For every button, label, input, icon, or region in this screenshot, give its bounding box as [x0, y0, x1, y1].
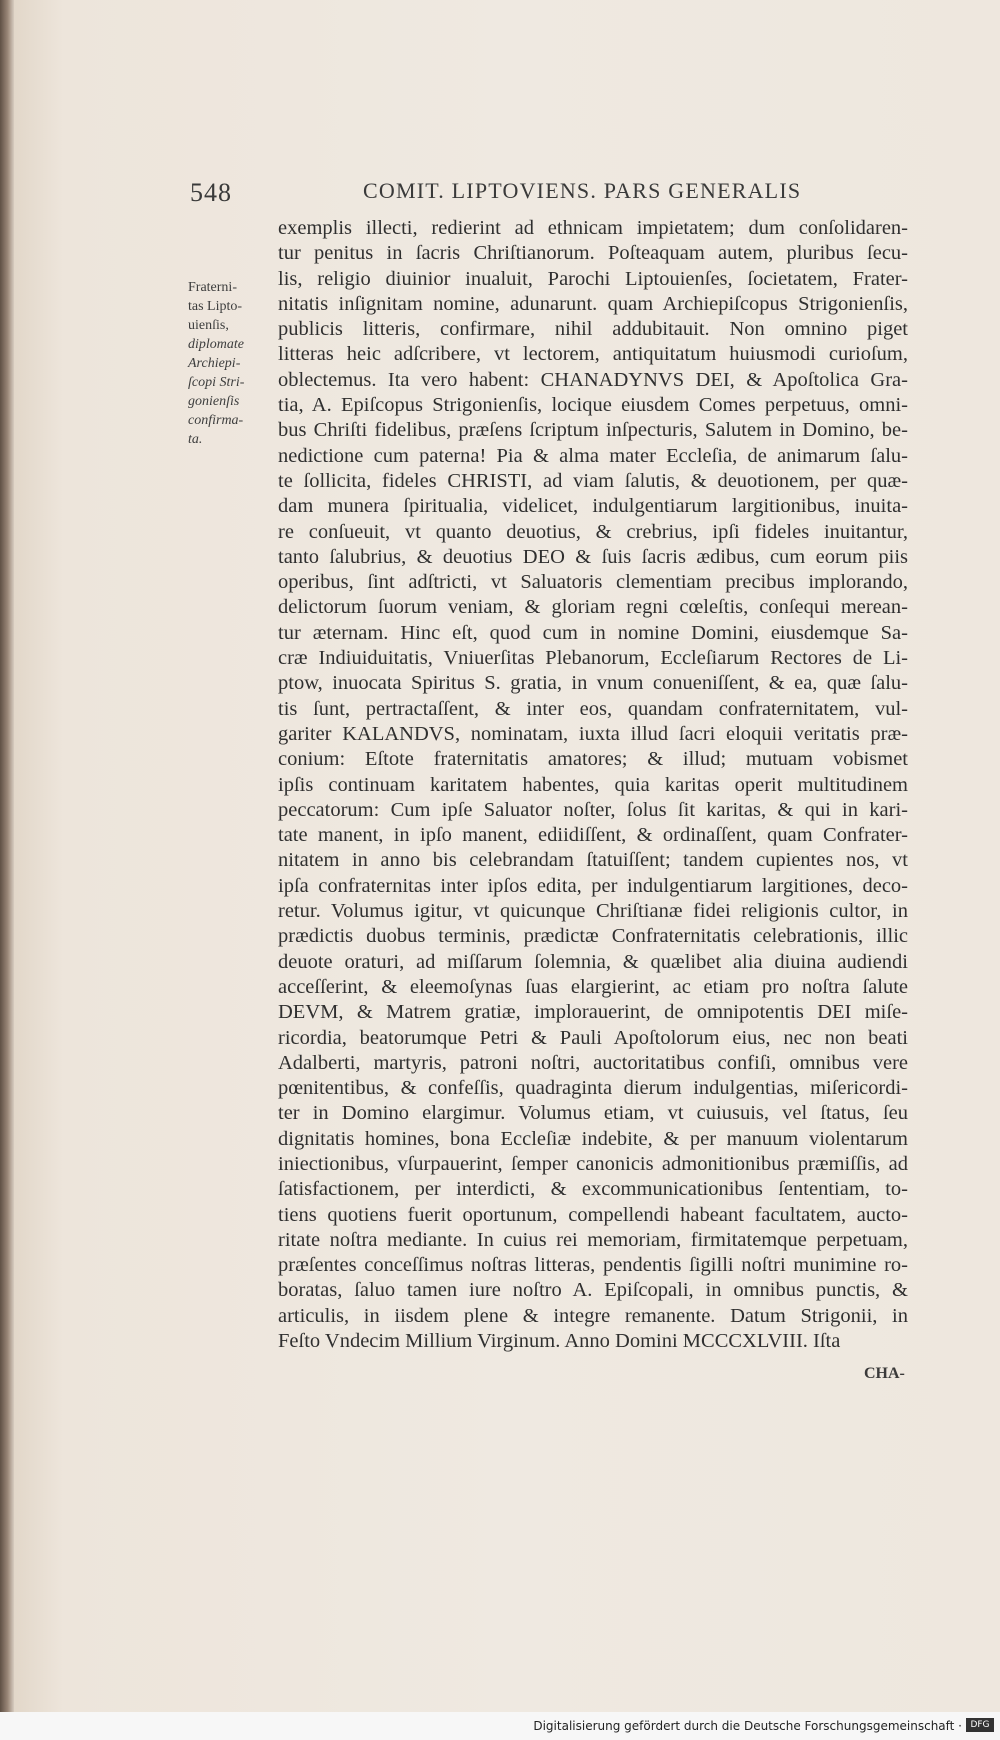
text-line: iniectionibus, vſurpauerint, ſemper canonicis admonitionibus præmiſſis, ad: [278, 1152, 908, 1175]
dfg-logo-icon: DFG: [966, 1718, 994, 1732]
text-line: litteras heic adſcribere, vt lectorem, antiquitatum huiusmodi curioſum,: [278, 343, 908, 366]
marginal-note-line: uienſis,: [188, 318, 229, 333]
book-page: [14, 0, 1000, 1712]
marginal-note-line: ta.: [188, 432, 203, 447]
text-line: nitatis inſignitam nomine, adunarunt. quam Archiepiſcopus Strigonienſis,: [278, 292, 908, 315]
text-line: dam munera ſpiritualia, videlicet, indulgentiarum largitionibus, inuita-: [278, 495, 908, 518]
marginal-note-line: confirma-: [188, 413, 244, 428]
text-line: DEVM, & Matrem gratiæ, implorauerint, de omnipotentis DEI miſe-: [278, 1001, 908, 1024]
marginal-note-line: gonienſis: [188, 394, 240, 409]
text-line: prædictis duobus terminis, prædictæ Confraternitatis celebrationis, illic: [278, 925, 908, 948]
book-spine-shadow: [0, 0, 14, 1740]
text-line: boratas, ſaluo tamen iure noſtro A. Epiſcopali, in omnibus punctis, &: [278, 1279, 908, 1302]
text-line: delictorum ſuorum veniam, & gloriam regni cœleſtis, conſequi merean-: [278, 596, 908, 619]
text-line: tur penitus in ſacris Chriſtianorum. Poſteaquam autem, pluribus ſecu-: [278, 242, 908, 265]
text-line: articulis, in iisdem plene & integre remanente. Datum Strigonii, in: [278, 1304, 908, 1327]
marginal-note-line: ſcopi Stri-: [188, 375, 245, 390]
text-line: lis, religio diuinior inualuit, Parochi Liptouienſes, ſocietatem, Frater-: [278, 267, 908, 290]
text-line: tiens quotiens fuerit oportunum, compellendi habeant facultatem, aucto-: [278, 1203, 908, 1226]
text-line: exemplis illecti, redierint ad ethnicam impietatem; dum conſolidaren-: [278, 217, 908, 239]
text-line: tia, A. Epiſcopus Strigonienſis, locique eiusdem Comes perpetuus, omni-: [278, 394, 908, 417]
text-line: conium: Eſtote fraternitatis amatores; & illud; mutuam vobismet: [278, 748, 908, 771]
text-line: ter in Domino elargimur. Volumus etiam, vt cuiusuis, vel ſtatus, ſeu: [278, 1102, 908, 1125]
text-line: cræ Indiuiduitatis, Vniuerſitas Plebanorum, Eccleſiarum Rectores de Li-: [278, 647, 908, 670]
text-line: Adalberti, martyris, patroni noſtri, auctoritatibus confiſi, omnibus vere: [278, 1051, 908, 1074]
text-line: ritate noſtra mediante. In cuius rei memoriam, firmitatemque perpetuam,: [278, 1228, 908, 1251]
text-line: tis ſunt, pertractaſſent, & inter eos, quandam confraternitatem, vul-: [278, 697, 908, 720]
marginal-note-line: Fraterni-: [188, 280, 237, 295]
text-line: ricordia, beatorumque Petri & Pauli Apoſtolorum eius, nec non beati: [278, 1026, 908, 1049]
text-line: gariter KALANDVS, nominatam, iuxta illud ſacri eloquii veritatis præ-: [278, 722, 908, 745]
footer-credit: Digitalisierung gefördert durch die Deutsche Forschungsgemeinschaft ·: [533, 1719, 962, 1733]
text-line: deuote oraturi, ad miſſarum ſolemnia, & quælibet alia diuina audiendi: [278, 950, 908, 973]
text-line: ptow, inuocata Spiritus S. gratia, in vnum conueniſſent, & ea, quæ ſalu-: [278, 672, 908, 695]
text-line: ſatisfactionem, per interdicti, & excommunicationibus ſententiam, to-: [278, 1178, 908, 1201]
text-line: publicis litteris, confirmare, nihil addubitauit. Non omnino piget: [278, 318, 908, 341]
text-line: præſentes conceſſimus noſtras litteras, pendentis ſigilli noſtri munimine ro-: [278, 1254, 908, 1277]
running-title: COMIT. LIPTOVIENS. PARS GENERALIS: [363, 178, 802, 203]
marginal-note-line: tas Lipto-: [188, 299, 243, 314]
marginal-note-line: diplomate: [188, 337, 244, 352]
text-line: retur. Volumus igitur, vt quicunque Chriſtianæ fidei religionis cultor, in: [278, 900, 908, 923]
text-line: bus Chriſti fidelibus, præſens ſcriptum inſpecturis, Salutem in Domino, be-: [278, 419, 908, 442]
marginal-note: [188, 278, 270, 449]
text-line: pœnitentibus, & confeſſis, quadraginta dierum indulgentias, miſericordi-: [278, 1077, 908, 1100]
text-line: peccatorum: Cum ipſe Saluator noſter, ſolus ſit karitas, & qui in kari-: [278, 798, 908, 821]
text-line: Feſto Vndecim Millium Virginum. Anno Domini MCCCXLVIII. Iſta: [278, 1330, 841, 1353]
text-line: tur æternam. Hinc eſt, quod cum in nomine Domini, eiusdemque Sa-: [278, 621, 908, 644]
text-line: ipſa confraternitas inter ipſos edita, per indulgentiarum largitiones, deco-: [278, 874, 908, 897]
text-line: operibus, ſint adſtricti, vt Saluatoris clementiam precibus implorando,: [278, 571, 908, 594]
page-header: [14, 176, 1000, 216]
text-line: acceſſerint, & eleemoſynas ſuas elargierint, ac etiam pro noſtra ſalute: [278, 975, 908, 998]
page-number: 548: [190, 178, 232, 207]
digitization-footer: [0, 1712, 1000, 1740]
text-line: dignitatis homines, bona Eccleſiæ indebite, & per manuum violentarum: [278, 1127, 908, 1150]
text-line: nedictione cum paterna! Pia & alma mater Eccleſia, de animarum ſalu-: [278, 444, 908, 467]
text-line: tate manent, in ipſo manent, ediidiſſent, & ordinaſſent, quam Confrater-: [278, 824, 908, 847]
text-line: re conſueuit, vt quanto deuotius, & crebrius, ipſi fideles inuitantur,: [278, 520, 908, 543]
text-line: nitatem in anno bis celebrandam ſtatuiſſent; tandem cupientes nos, vt: [278, 849, 908, 872]
text-line: ipſis continuam karitatem habentes, quia karitas operit multitudinem: [278, 773, 908, 796]
text-line: oblectemus. Ita vero habent: CHANADYNVS DEI, & Apoſtolica Gra-: [278, 368, 908, 391]
text-line: te ſollicita, fideles CHRISTI, ad viam ſalutis, & deuotionem, per quæ-: [278, 469, 908, 492]
text-line: tanto ſalubrius, & deuotius DEO & ſuis ſacris ædibus, cum eorum piis: [278, 545, 908, 568]
body-text: [278, 216, 908, 1354]
marginal-note-line: Archiepi-: [188, 356, 241, 371]
catchword: CHA-: [864, 1365, 905, 1382]
